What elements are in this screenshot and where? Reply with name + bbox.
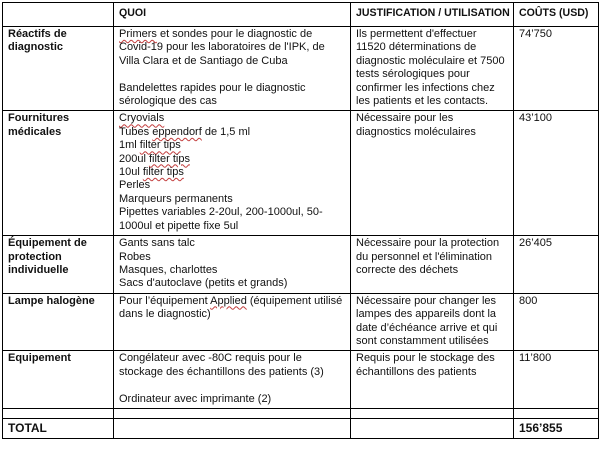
- table-body: [3, 27, 599, 409]
- text-segment: de 1,5 ml: [201, 125, 251, 138]
- text-segment: et sondes pour le diagnostic de Covid-19 pour les laboratoires de l'IPK, de Villa Clara et de Santiago de Cuba: [119, 28, 325, 67]
- misspelled-word: filter tips: [139, 139, 181, 152]
- quoi-cell: [114, 27, 351, 111]
- misspelled-word: filter tips: [142, 166, 184, 179]
- spacer-cell: [514, 408, 599, 418]
- header-couts: COÛTS (USD): [514, 3, 599, 27]
- spacer-cell: [3, 408, 114, 418]
- category-cell: Équipement de protection individuelle: [3, 236, 114, 294]
- spacer-cell: [351, 408, 514, 418]
- text-segment: Congélateur avec -80C requis pour le stockage des échantillons des patients (3): [119, 352, 324, 378]
- quoi-line: [119, 153, 345, 166]
- misspelled-word: Cryovials: [119, 112, 165, 125]
- header-row: [3, 3, 599, 27]
- text-segment: 10ul: [119, 166, 143, 179]
- quoi-line: [119, 166, 345, 179]
- category-cell: Lampe halogène: [3, 293, 114, 351]
- text-segment: Pour l’équipement: [119, 294, 211, 307]
- quoi-line: [119, 28, 345, 68]
- misspelled-word: eppendorf: [152, 125, 202, 138]
- justification-cell: Ils permettent d'effectuer 11520 déterminations de diagnostic moléculaire et 7500 tests sérologiques pour confirmer les infections chez les patients et les contacts.: [351, 27, 514, 111]
- text-segment: Sacs d'autoclave (petits et grands): [119, 277, 288, 290]
- header-empty-cell: [3, 3, 114, 27]
- quoi-line: [119, 139, 345, 152]
- misspelled-word: filter tips: [148, 152, 190, 165]
- quoi-line: [119, 237, 345, 250]
- quoi-line: [119, 193, 345, 206]
- justification-cell: Nécessaire pour les diagnostics moléculaires: [351, 111, 514, 236]
- total-label: TOTAL: [3, 418, 114, 438]
- quoi-line: [119, 277, 345, 290]
- cost-cell: 11’800: [514, 351, 599, 409]
- table-row: [3, 293, 599, 351]
- cost-cell: 74’750: [514, 27, 599, 111]
- spacer-row: [3, 408, 599, 418]
- quoi-line: [119, 379, 345, 392]
- justification-cell: Nécessaire pour la protection du personnel et l'élimination correcte des déchets: [351, 236, 514, 294]
- text-segment: Gants sans talc: [119, 237, 195, 250]
- text-segment: (équipement utilisé dans le diagnostic): [119, 294, 343, 321]
- text-segment: Masques, charlottes: [119, 263, 218, 276]
- quoi-cell: [114, 293, 351, 351]
- text-segment: Pipettes variables 2-20ul, 200-1000ul, 50-1000ul et pipette fixe 5ul: [119, 206, 323, 232]
- category-cell: Réactifs de diagnostic: [3, 27, 114, 111]
- category-cell: Fournitures médicales: [3, 111, 114, 236]
- cost-cell: 26’405: [514, 236, 599, 294]
- cost-cell: 43’100: [514, 111, 599, 236]
- text-segment: Ordinateur avec imprimante (2): [119, 392, 272, 405]
- quoi-line: [119, 251, 345, 264]
- quoi-line: [119, 352, 345, 379]
- justification-cell: Requis pour le stockage des échantillons des patients: [351, 351, 514, 409]
- quoi-line: [119, 82, 345, 109]
- misspelled-word: Primers: [119, 28, 157, 40]
- text-segment: 200ul: [119, 152, 149, 165]
- text-segment: Tubes: [119, 125, 153, 138]
- cost-cell: 800: [514, 293, 599, 351]
- text-segment: Robes: [119, 250, 151, 263]
- quoi-line: [119, 295, 345, 322]
- quoi-line: [119, 206, 345, 233]
- quoi-line: [119, 393, 345, 406]
- table-row: [3, 351, 599, 409]
- quoi-line: [119, 112, 345, 125]
- text-segment: Perles: [119, 179, 151, 192]
- header-quoi: QUOI: [114, 3, 351, 27]
- table-row: [3, 236, 599, 294]
- quoi-cell: [114, 351, 351, 409]
- justification-cell: Nécessaire pour changer les lampes des appareils dont la date d’échéance arrive et qui sont constamment utilisées: [351, 293, 514, 351]
- budget-table: [2, 2, 599, 439]
- header-justification: JUSTIFICATION / UTILISATION: [351, 3, 514, 27]
- table-row: [3, 27, 599, 111]
- total-row: [3, 418, 599, 438]
- category-cell: Equipement: [3, 351, 114, 409]
- misspelled-word: Applied: [210, 294, 247, 307]
- quoi-cell: [114, 111, 351, 236]
- total-empty-quoi: [114, 418, 351, 438]
- text-segment: 1ml: [119, 139, 140, 152]
- table-row: [3, 111, 599, 236]
- total-value: 156’855: [514, 418, 599, 438]
- quoi-line: [119, 179, 345, 192]
- text-segment: Bandelettes rapides pour le diagnostic sérologique des cas: [119, 81, 306, 108]
- text-segment: Marqueurs permanents: [119, 192, 233, 205]
- quoi-line: [119, 68, 345, 81]
- total-empty-justification: [351, 418, 514, 438]
- quoi-line: [119, 264, 345, 277]
- quoi-cell: [114, 236, 351, 294]
- quoi-line: [119, 126, 345, 139]
- spacer-cell: [114, 408, 351, 418]
